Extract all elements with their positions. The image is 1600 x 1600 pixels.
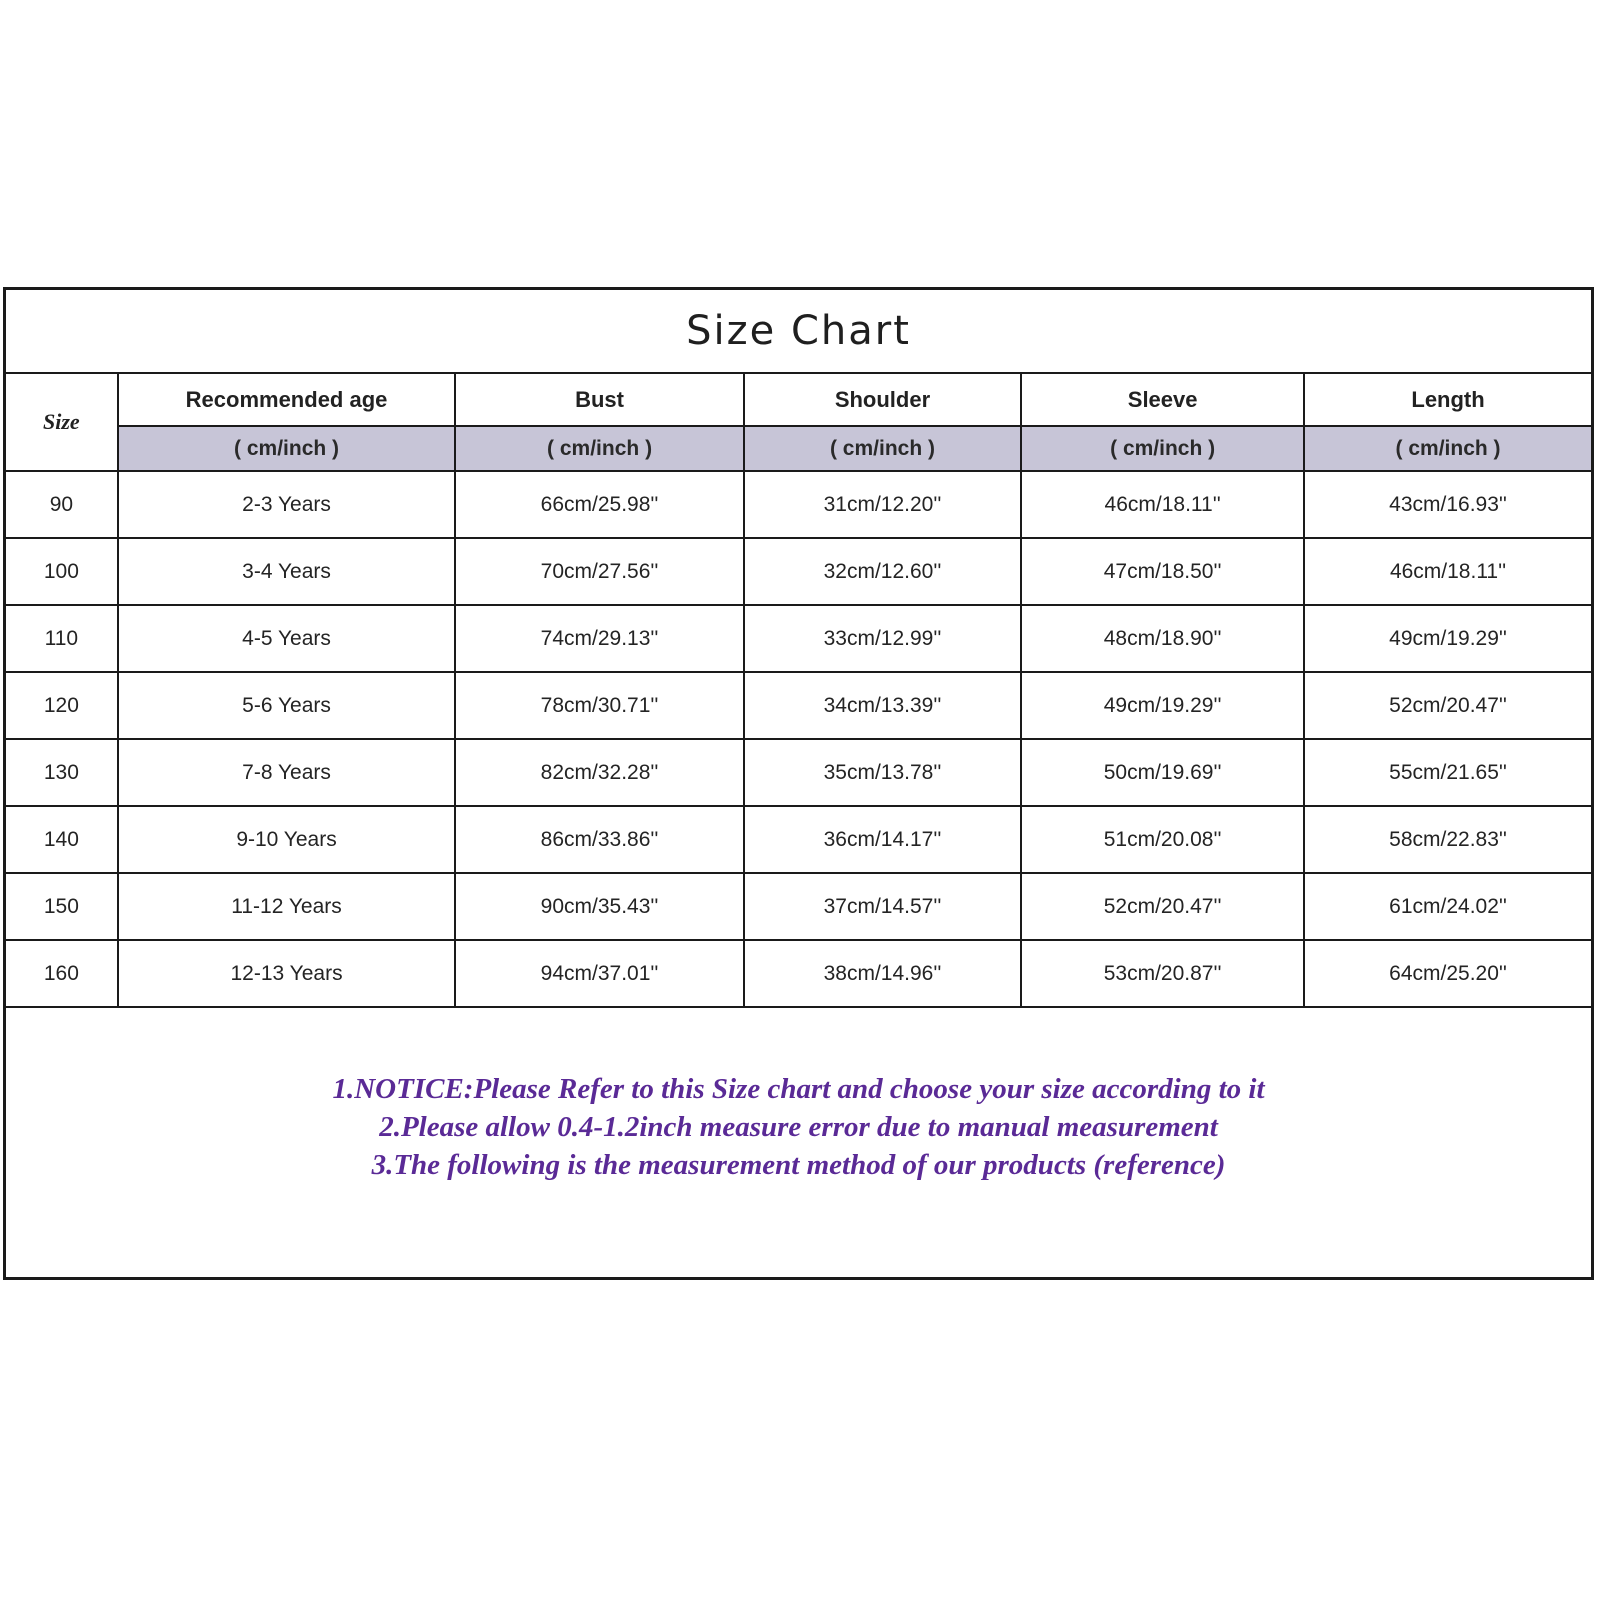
unit-subheader: ( cm/inch ) [118, 426, 456, 471]
title-row [6, 290, 1591, 374]
cell-shoulder: 32cm/12.60'' [744, 538, 1021, 605]
cell-shoulder: 37cm/14.57'' [744, 873, 1021, 940]
cell-sleeve: 53cm/20.87'' [1021, 940, 1304, 1006]
cell-length: 61cm/24.02'' [1304, 873, 1591, 940]
cell-length: 58cm/22.83'' [1304, 806, 1591, 873]
cell-bust: 90cm/35.43'' [455, 873, 743, 940]
table-row [6, 806, 1591, 873]
table-row [6, 940, 1591, 1006]
cell-age: 12-13 Years [118, 940, 456, 1006]
unit-subheader: ( cm/inch ) [455, 426, 743, 471]
cell-size: 110 [6, 605, 118, 672]
cell-shoulder: 31cm/12.20'' [744, 471, 1021, 538]
table-row [6, 873, 1591, 940]
table-row [6, 739, 1591, 806]
cell-sleeve: 46cm/18.11'' [1021, 471, 1304, 538]
notice-section [6, 1006, 1591, 1272]
cell-length: 43cm/16.93'' [1304, 471, 1591, 538]
cell-bust: 78cm/30.71'' [455, 672, 743, 739]
cell-bust: 66cm/25.98'' [455, 471, 743, 538]
column-header-bust: Bust [455, 374, 743, 426]
cell-shoulder: 34cm/13.39'' [744, 672, 1021, 739]
column-header-recommended-age: Recommended age [118, 374, 456, 426]
cell-length: 64cm/25.20'' [1304, 940, 1591, 1006]
cell-bust: 86cm/33.86'' [455, 806, 743, 873]
column-header-size: Size [6, 374, 118, 471]
cell-shoulder: 38cm/14.96'' [744, 940, 1021, 1006]
notice-line-1: 1.NOTICE:Please Refer to this Size chart and choose your size according to it [332, 1073, 1265, 1105]
header-row [6, 374, 1591, 426]
cell-bust: 82cm/32.28'' [455, 739, 743, 806]
cell-sleeve: 50cm/19.69'' [1021, 739, 1304, 806]
cell-size: 100 [6, 538, 118, 605]
cell-age: 11-12 Years [118, 873, 456, 940]
cell-age: 9-10 Years [118, 806, 456, 873]
size-chart-panel [3, 287, 1594, 1280]
cell-bust: 74cm/29.13'' [455, 605, 743, 672]
chart-title: Size Chart [686, 308, 911, 354]
cell-shoulder: 36cm/14.17'' [744, 806, 1021, 873]
cell-age: 7-8 Years [118, 739, 456, 806]
cell-length: 55cm/21.65'' [1304, 739, 1591, 806]
cell-age: 4-5 Years [118, 605, 456, 672]
cell-sleeve: 52cm/20.47'' [1021, 873, 1304, 940]
column-header-length: Length [1304, 374, 1591, 426]
table-row [6, 605, 1591, 672]
notice-line-2: 2.Please allow 0.4-1.2inch measure error due to manual measurement [379, 1111, 1218, 1143]
cell-age: 5-6 Years [118, 672, 456, 739]
cell-size: 130 [6, 739, 118, 806]
table-row [6, 471, 1591, 538]
cell-bust: 70cm/27.56'' [455, 538, 743, 605]
cell-age: 2-3 Years [118, 471, 456, 538]
cell-size: 140 [6, 806, 118, 873]
cell-sleeve: 48cm/18.90'' [1021, 605, 1304, 672]
unit-subheader: ( cm/inch ) [1021, 426, 1304, 471]
cell-size: 90 [6, 471, 118, 538]
cell-length: 49cm/19.29'' [1304, 605, 1591, 672]
cell-sleeve: 47cm/18.50'' [1021, 538, 1304, 605]
cell-length: 46cm/18.11'' [1304, 538, 1591, 605]
cell-age: 3-4 Years [118, 538, 456, 605]
cell-sleeve: 51cm/20.08'' [1021, 806, 1304, 873]
cell-sleeve: 49cm/19.29'' [1021, 672, 1304, 739]
cell-size: 150 [6, 873, 118, 940]
cell-shoulder: 33cm/12.99'' [744, 605, 1021, 672]
table-row [6, 672, 1591, 739]
notice-line-3: 3.The following is the measurement method of our products (reference) [371, 1149, 1226, 1181]
column-header-shoulder: Shoulder [744, 374, 1021, 426]
cell-shoulder: 35cm/13.78'' [744, 739, 1021, 806]
table-row [6, 538, 1591, 605]
cell-bust: 94cm/37.01'' [455, 940, 743, 1006]
unit-subheader: ( cm/inch ) [1304, 426, 1591, 471]
unit-subheader-row [6, 426, 1591, 471]
size-table [6, 374, 1591, 1006]
unit-subheader: ( cm/inch ) [744, 426, 1021, 471]
cell-length: 52cm/20.47'' [1304, 672, 1591, 739]
column-header-sleeve: Sleeve [1021, 374, 1304, 426]
cell-size: 120 [6, 672, 118, 739]
cell-size: 160 [6, 940, 118, 1006]
